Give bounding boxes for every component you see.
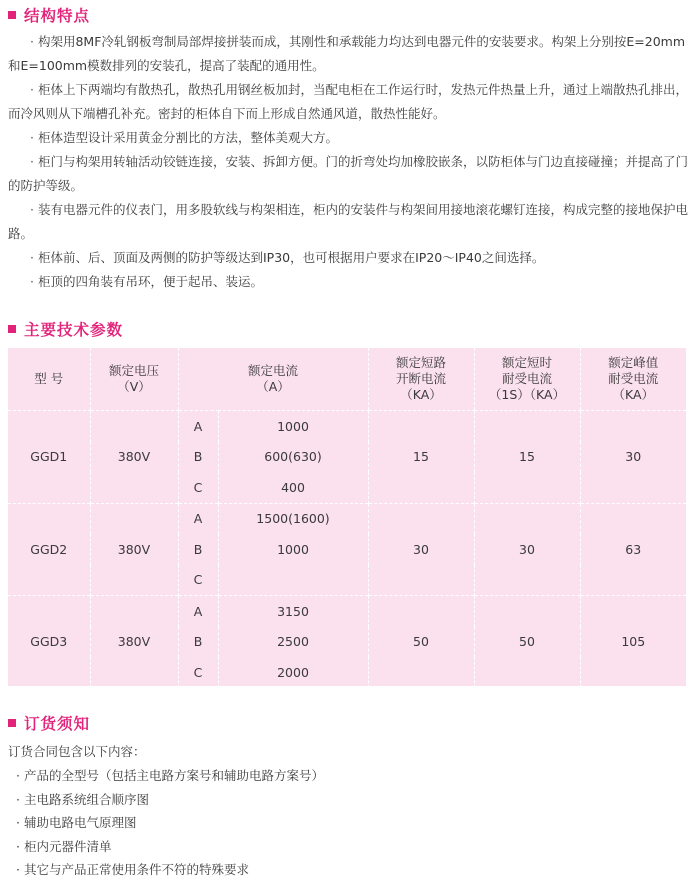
list-item: · 主电路系统组合顺序图: [16, 791, 149, 807]
cell-model: GGD2: [8, 503, 90, 596]
cell-grade: A: [178, 411, 218, 442]
cell-grade: B: [178, 442, 218, 473]
params-table: [8, 348, 686, 688]
list-item: · 产品的全型号（包括主电路方案号和辅助电路方案号）: [16, 768, 324, 783]
cell-grade: C: [178, 657, 218, 688]
cell-current: 2500: [218, 627, 368, 658]
table-header-row: [8, 348, 686, 411]
order-list: [16, 764, 676, 882]
table-row: [8, 503, 686, 534]
cell-peak: 30: [580, 411, 686, 504]
feature-item: · 柜体造型设计采用黄金分割比的方法，整体美观大方。: [30, 130, 338, 145]
list-item: · 其它与产品正常使用条件不符的特殊要求: [16, 862, 249, 878]
section-square-icon: [8, 719, 16, 727]
feature-item: · 柜体前、后、顶面及两侧的防护等级达到IP30，也可根据用户要求在IP20～IP40之间选择。: [30, 250, 545, 265]
cell-short-time: 50: [474, 596, 580, 688]
params-table-wrap: [8, 348, 686, 686]
cell-voltage: 380V: [90, 596, 178, 688]
table-row: [8, 411, 686, 442]
list-item: · 柜内元器件清单: [16, 838, 112, 854]
list-item: · 辅助电路电气原理图: [16, 815, 137, 831]
order-heading: [8, 712, 90, 734]
cell-peak: 105: [580, 596, 686, 688]
section-square-icon: [8, 325, 16, 333]
feature-item: · 柜体上下两端均有散热孔，散热孔用钢丝板加封，当配电柜在工作运行时，发热元件热量上升，通过上端散热孔排出，而冷风则从下端槽孔补充。密封的柜体自下而上形成自然通风道，散热性能好。: [8, 82, 688, 121]
header-short-time: 额定短时 耐受电流 （1S）（KA）: [474, 348, 580, 411]
cell-grade: B: [178, 534, 218, 565]
features-title: 结构特点: [24, 7, 91, 25]
cell-breaking: 50: [368, 596, 474, 688]
cell-peak: 63: [580, 503, 686, 596]
cell-current: 1500(1600): [218, 503, 368, 534]
cell-model: GGD1: [30, 449, 68, 465]
header-breaking: 额定短路 开断电流 （KA）: [368, 348, 474, 411]
cell-current: 600(630): [218, 442, 368, 473]
params-title: 主要技术参数: [24, 321, 124, 339]
features-heading: [8, 4, 90, 26]
cell-grade: A: [178, 596, 218, 627]
cell-current: 400: [218, 472, 368, 503]
cell-grade: B: [178, 627, 218, 658]
header-model: 型 号: [8, 348, 90, 411]
cell-voltage: 380V: [90, 503, 178, 596]
cell-model: GGD3: [8, 596, 90, 688]
cell-breaking: 30: [368, 503, 474, 596]
feature-item: · 构架用8MF冷轧钢板弯制局部焊接拼装而成，其刚性和承载能力均达到电器元件的安装要求。构架上分别按E=20mm和E=100mm模数排列的安装孔，提高了装配的通用性。: [8, 34, 686, 73]
feature-item: · 柜顶的四角装有吊环，便于起吊、装运。: [30, 274, 263, 289]
table-row: [8, 596, 686, 627]
features-list: [8, 30, 692, 294]
header-peak: 额定峰值 耐受电流 （KA）: [580, 348, 686, 411]
section-square-icon: [8, 11, 16, 19]
cell-current: [218, 565, 368, 596]
cell-current: 2000: [218, 657, 368, 688]
cell-grade: A: [178, 503, 218, 534]
cell-voltage: 380V: [90, 411, 178, 504]
params-heading: [8, 318, 123, 340]
order-intro: 订货合同包含以下内容：: [8, 744, 146, 759]
cell-grade: C: [178, 565, 218, 596]
order-title: 订货须知: [24, 715, 91, 733]
header-voltage: 额定电压 （V）: [90, 348, 178, 411]
feature-item: · 装有电器元件的仪表门，用多股软线与构架相连，柜内的安装件与构架间用接地滚花螺钉连接，构成完整的接地保护电路。: [8, 202, 688, 241]
cell-breaking: 15: [368, 411, 474, 504]
cell-short-time: 30: [474, 503, 580, 596]
feature-item: · 柜门与构架用转轴活动铰链连接，安装、拆卸方便。门的折弯处均加橡胶嵌条，以防柜体与门边直接碰撞；并提高了门的防护等级。: [8, 154, 688, 193]
cell-grade: C: [178, 472, 218, 503]
cell-current: 1000: [218, 411, 368, 442]
cell-current: 1000: [218, 534, 368, 565]
cell-current: 3150: [218, 596, 368, 627]
header-current: 额定电流 （A）: [178, 348, 368, 411]
cell-short-time: 15: [474, 411, 580, 504]
